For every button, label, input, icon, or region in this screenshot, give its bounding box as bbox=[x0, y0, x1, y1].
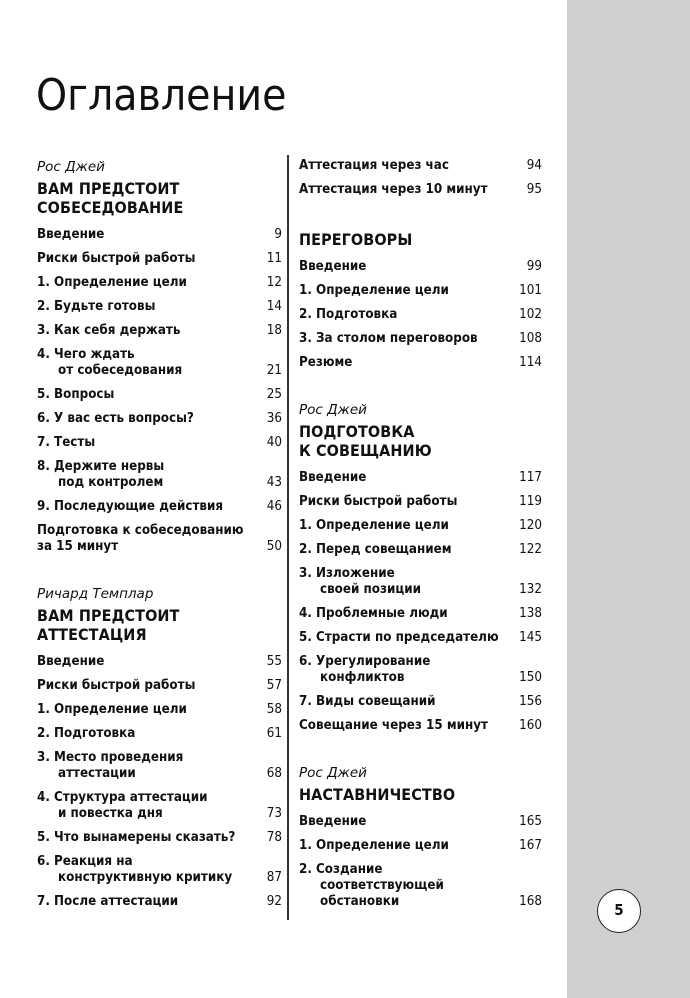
toc-entry-label: 6. Урегулирование конфликтов bbox=[299, 654, 431, 685]
toc-entry-page: 57 bbox=[266, 678, 282, 693]
section-gap bbox=[299, 379, 542, 401]
toc-entry-page: 73 bbox=[266, 806, 282, 821]
toc-entry[interactable] bbox=[37, 411, 282, 427]
toc-entry-label: Аттестация через час bbox=[299, 158, 449, 173]
toc-entry-label: 6. У вас есть вопросы? bbox=[37, 411, 194, 426]
toc-entry-page: 43 bbox=[266, 475, 282, 490]
toc-entry-page: 102 bbox=[519, 307, 542, 322]
toc-entry[interactable] bbox=[299, 494, 542, 510]
toc-entry-page: 160 bbox=[519, 718, 542, 733]
section-author: Рос Джей bbox=[299, 402, 367, 418]
section-author: Рос Джей bbox=[37, 159, 105, 175]
toc-entry[interactable] bbox=[37, 347, 282, 379]
toc-entry-label: 4. Структура аттестации и повестка дня bbox=[37, 790, 208, 821]
toc-entry-label: Введение bbox=[299, 814, 367, 829]
section-gap bbox=[37, 563, 282, 585]
section-title: НАСТАВНИЧЕСТВО bbox=[299, 785, 456, 804]
toc-entry[interactable] bbox=[299, 542, 542, 558]
toc-entry[interactable] bbox=[299, 630, 542, 646]
toc-entry-label: Введение bbox=[37, 654, 105, 669]
toc-entry[interactable] bbox=[299, 182, 542, 198]
toc-entry-label: 8. Держите нервы под контролем bbox=[37, 459, 165, 490]
toc-entry-page: 94 bbox=[526, 158, 542, 173]
toc-entry-label: 1. Определение цели bbox=[299, 283, 449, 298]
toc-entry-label: Аттестация через 10 минут bbox=[299, 182, 488, 197]
toc-entry-page: 156 bbox=[519, 694, 542, 709]
toc-entry[interactable] bbox=[299, 158, 542, 174]
toc-entry[interactable] bbox=[299, 331, 542, 347]
toc-entry-page: 117 bbox=[519, 470, 542, 485]
toc-entry-label: Риски быстрой работы bbox=[37, 678, 196, 693]
toc-entry-page: 25 bbox=[266, 387, 282, 402]
toc-entry[interactable] bbox=[299, 470, 542, 486]
toc-entry[interactable] bbox=[299, 307, 542, 323]
toc-entry-page: 145 bbox=[519, 630, 542, 645]
toc-entry-page: 120 bbox=[519, 518, 542, 533]
toc-entry-label: Риски быстрой работы bbox=[299, 494, 458, 509]
toc-entry-page: 92 bbox=[266, 894, 282, 909]
toc-entry-page: 11 bbox=[266, 251, 282, 266]
toc-entry-page: 46 bbox=[266, 499, 282, 514]
toc-entry-label: 4. Чего ждать от собеседования bbox=[37, 347, 183, 378]
toc-column-left bbox=[37, 158, 282, 918]
toc-entry[interactable] bbox=[299, 654, 542, 686]
toc-entry-label: 1. Определение цели bbox=[299, 518, 449, 533]
toc-entry-label: Резюме bbox=[299, 355, 353, 370]
toc-entry-label: 2. Будьте готовы bbox=[37, 299, 156, 314]
toc-entry-label: 3. За столом переговоров bbox=[299, 331, 478, 346]
toc-entry[interactable] bbox=[37, 523, 282, 555]
toc-entry-label: 5. Вопросы bbox=[37, 387, 115, 402]
toc-entry[interactable] bbox=[37, 435, 282, 451]
toc-entry-page: 9 bbox=[274, 227, 282, 242]
toc-entry-label: Подготовка к собеседованию за 15 минут bbox=[37, 523, 244, 554]
toc-entry-label: 1. Определение цели bbox=[37, 702, 187, 717]
toc-entry-label: 9. Последующие действия bbox=[37, 499, 224, 514]
toc-entry-label: 2. Подготовка bbox=[37, 726, 136, 741]
toc-column-right bbox=[299, 158, 542, 918]
toc-entry-label: 2. Перед совещанием bbox=[299, 542, 452, 557]
toc-entry-page: 122 bbox=[519, 542, 542, 557]
section-author: Ричард Темплар bbox=[37, 586, 154, 602]
toc-entry[interactable] bbox=[299, 718, 542, 734]
toc-entry-page: 36 bbox=[266, 411, 282, 426]
toc-entry-page: 21 bbox=[266, 363, 282, 378]
section-title: ВАМ ПРЕДСТОИТ СОБЕСЕДОВАНИЕ bbox=[37, 179, 184, 217]
side-margin-bar bbox=[567, 0, 690, 998]
toc-section bbox=[37, 585, 282, 910]
toc-entry-page: 61 bbox=[266, 726, 282, 741]
toc-entry-label: 7. Виды совещаний bbox=[299, 694, 436, 709]
section-gap bbox=[299, 206, 542, 228]
toc-entry-label: Введение bbox=[37, 227, 105, 242]
toc-entry-label: Введение bbox=[299, 259, 367, 274]
toc-entry-page: 132 bbox=[519, 582, 542, 597]
toc-entry-page: 101 bbox=[519, 283, 542, 298]
toc-entry-page: 14 bbox=[266, 299, 282, 314]
toc-entry-page: 165 bbox=[519, 814, 542, 829]
toc-entry[interactable] bbox=[37, 790, 282, 822]
toc-entry-page: 40 bbox=[266, 435, 282, 450]
toc-entry-label: 3. Как себя держать bbox=[37, 323, 181, 338]
toc-entry[interactable] bbox=[37, 499, 282, 515]
section-title: ПОДГОТОВКА К СОВЕЩАНИЮ bbox=[299, 422, 432, 460]
toc-entry-label: 1. Определение цели bbox=[299, 838, 449, 853]
toc-entry-page: 87 bbox=[266, 870, 282, 885]
toc-entry[interactable] bbox=[37, 654, 282, 670]
toc-entry-label: Совещание через 15 минут bbox=[299, 718, 488, 733]
toc-section bbox=[37, 158, 282, 555]
page-number-badge: 5 bbox=[597, 889, 641, 933]
toc-entry[interactable] bbox=[37, 299, 282, 315]
toc-entry-label: 5. Страсти по председателю bbox=[299, 630, 499, 645]
toc-entry[interactable] bbox=[299, 283, 542, 299]
toc-entry-page: 108 bbox=[519, 331, 542, 346]
toc-entry-page: 18 bbox=[266, 323, 282, 338]
toc-entry[interactable] bbox=[37, 854, 282, 886]
toc-entry-page: 12 bbox=[266, 275, 282, 290]
toc-entry-label: Введение bbox=[299, 470, 367, 485]
section-title: ВАМ ПРЕДСТОИТ АТТЕСТАЦИЯ bbox=[37, 606, 180, 644]
toc-entry[interactable] bbox=[37, 750, 282, 782]
toc-entry-page: 99 bbox=[526, 259, 542, 274]
toc-entry-label: Риски быстрой работы bbox=[37, 251, 196, 266]
toc-entry[interactable] bbox=[37, 227, 282, 243]
toc-entry-label: 2. Подготовка bbox=[299, 307, 398, 322]
toc-entry-label: 4. Проблемные люди bbox=[299, 606, 448, 621]
toc-entry[interactable] bbox=[299, 518, 542, 534]
toc-entry-page: 138 bbox=[519, 606, 542, 621]
toc-entry-label: 7. Тесты bbox=[37, 435, 96, 450]
toc-entry[interactable] bbox=[299, 566, 542, 598]
toc-entry[interactable] bbox=[37, 323, 282, 339]
toc-section bbox=[299, 764, 542, 910]
toc-entry-page: 50 bbox=[266, 539, 282, 554]
section-title: ПЕРЕГОВОРЫ bbox=[299, 230, 413, 249]
column-divider bbox=[287, 155, 289, 920]
toc-entry-page: 78 bbox=[266, 830, 282, 845]
section-author: Рос Джей bbox=[299, 765, 367, 781]
toc-entry-label: 5. Что вынамерены сказать? bbox=[37, 830, 236, 845]
toc-entry[interactable] bbox=[37, 387, 282, 403]
toc-entry[interactable] bbox=[37, 894, 282, 910]
toc-entry-label: 6. Реакция на конструктивную критику bbox=[37, 854, 233, 885]
toc-entry[interactable] bbox=[299, 838, 542, 854]
toc-entry-label: 7. После аттестации bbox=[37, 894, 179, 909]
toc-entry[interactable] bbox=[37, 678, 282, 694]
section-gap bbox=[299, 742, 542, 764]
toc-entry-label: 3. Место проведения аттестации bbox=[37, 750, 184, 781]
toc-entry[interactable] bbox=[37, 726, 282, 742]
toc-entry[interactable] bbox=[37, 459, 282, 491]
toc-entry-page: 58 bbox=[266, 702, 282, 717]
toc-entry-label: 3. Изложение своей позиции bbox=[299, 566, 421, 597]
toc-section bbox=[299, 401, 542, 734]
toc-section bbox=[299, 230, 542, 371]
toc-entry-page: 167 bbox=[519, 838, 542, 853]
toc-entry-page: 168 bbox=[519, 894, 542, 909]
toc-entry-page: 95 bbox=[526, 182, 542, 197]
toc-section bbox=[299, 158, 542, 198]
toc-entry-page: 114 bbox=[519, 355, 542, 370]
toc-entry-page: 55 bbox=[266, 654, 282, 669]
toc-entry[interactable] bbox=[299, 259, 542, 275]
toc-entry[interactable] bbox=[299, 814, 542, 830]
toc-entry-label: 2. Создание соответствующей обстановки bbox=[299, 862, 444, 909]
toc-entry[interactable] bbox=[37, 251, 282, 267]
toc-entry[interactable] bbox=[299, 862, 542, 910]
page-title: Оглавление bbox=[36, 70, 287, 121]
toc-entry-page: 68 bbox=[266, 766, 282, 781]
toc-entry[interactable] bbox=[299, 606, 542, 622]
toc-entry-label: 1. Определение цели bbox=[37, 275, 187, 290]
toc-entry[interactable] bbox=[37, 702, 282, 718]
toc-entry-page: 150 bbox=[519, 670, 542, 685]
toc-entry[interactable] bbox=[37, 830, 282, 846]
toc-entry[interactable] bbox=[37, 275, 282, 291]
toc-entry-page: 119 bbox=[519, 494, 542, 509]
toc-entry[interactable] bbox=[299, 694, 542, 710]
toc-entry[interactable] bbox=[299, 355, 542, 371]
